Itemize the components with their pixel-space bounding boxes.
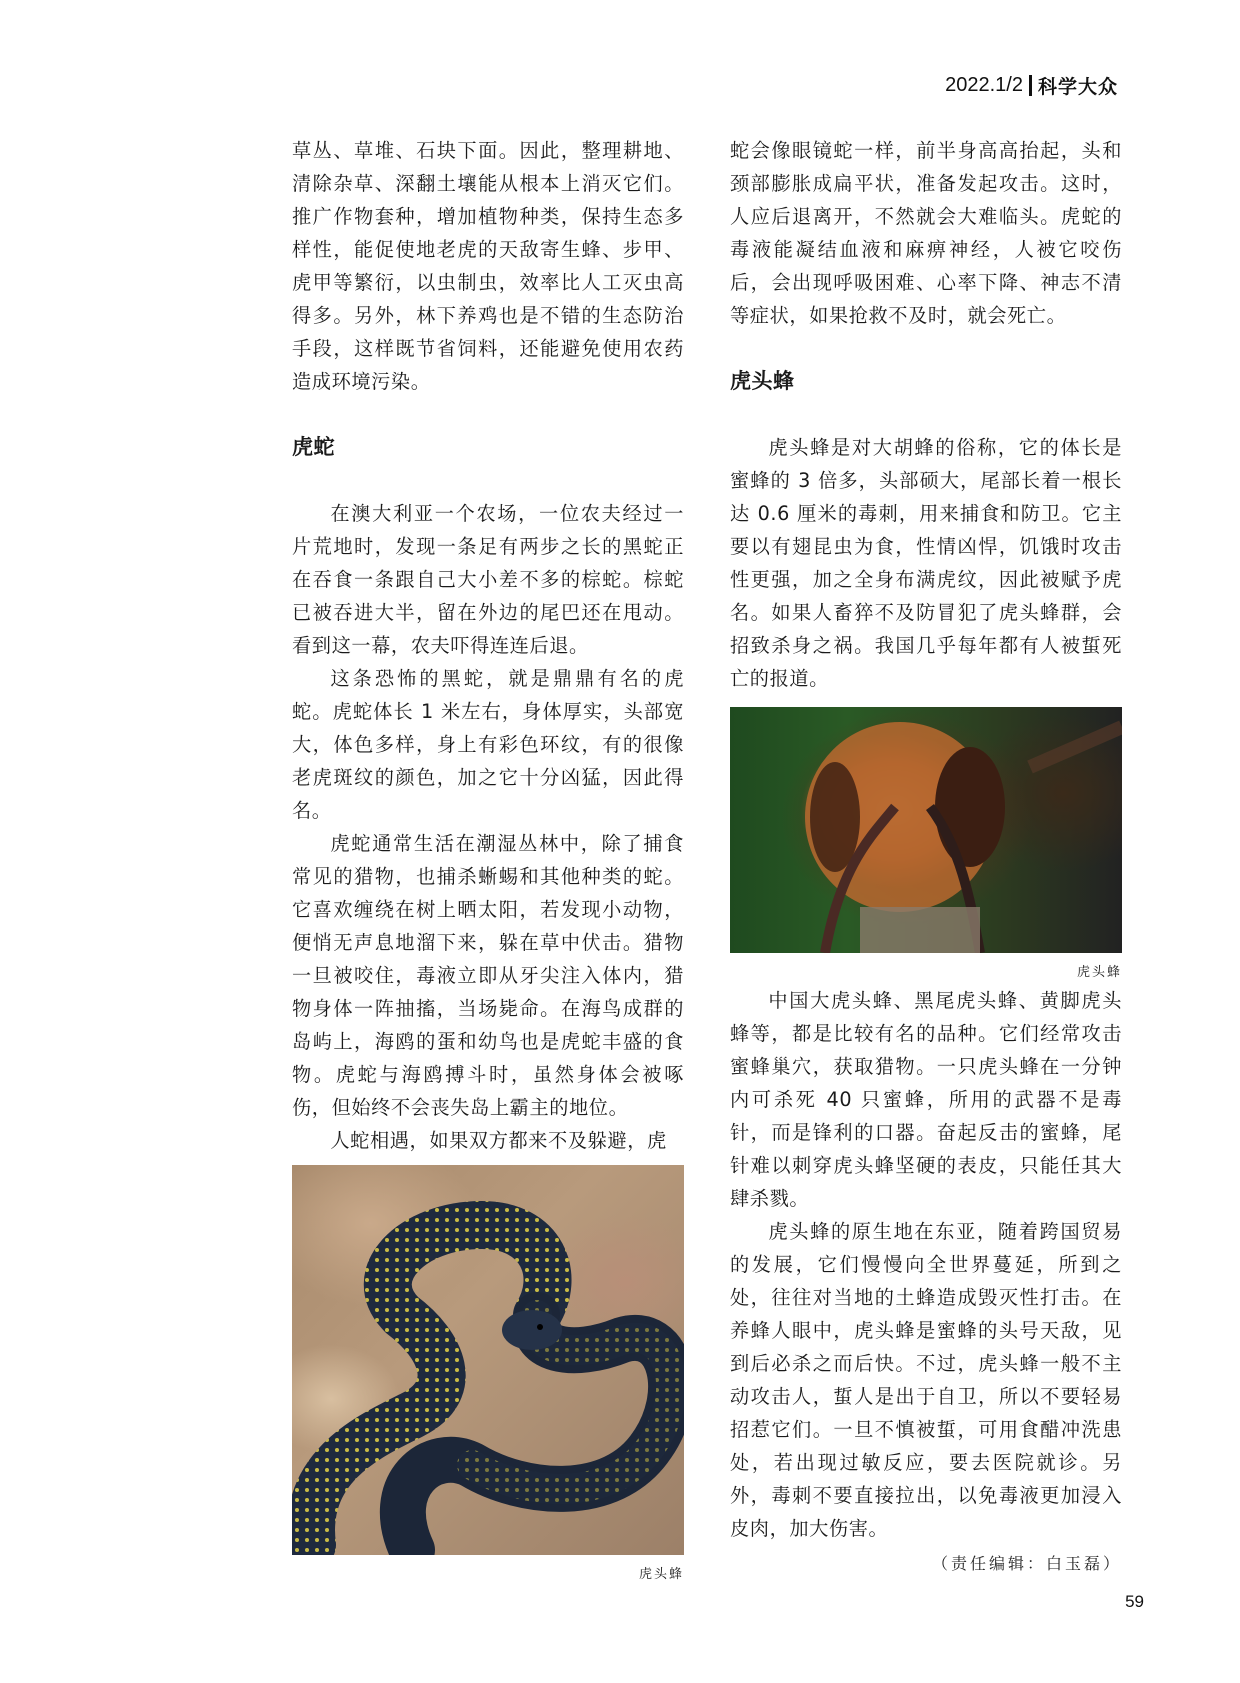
hornet-photo	[730, 707, 1122, 953]
paragraph: 虎头蜂的原生地在东亚，随着跨国贸易的发展，它们慢慢向全世界蔓延，所到之处，往往对当地的土蜂造成毁灭性打击。在养蜂人眼中，虎头蜂是蜜蜂的头号天敌，见到后必杀之而后快。不过，虎头蜂一般不主动攻击人，蜇人是出于自卫，所以不要轻易招惹它们。一旦不慎被蜇，可用食醋冲洗患处，若出现过敏反应，要去医院就诊。另外，毒刺不要直接拉出，以免毒液更加浸入皮肉，加大伤害。	[730, 1220, 1122, 1540]
right-column	[730, 134, 1122, 1574]
section-title-tiger-snake: 虎蛇	[292, 435, 335, 459]
continued-paragraph: 草丛、草堆、石块下面。因此，整理耕地、清除杂草、深翻土壤能从根本上消灭它们。推广作物套种，增加植物种类，保持生态多样性，能促使地老虎的天敌寄生蜂、步甲、虎甲等繁衍，以虫制虫，效率比人工灭虫高得多。另外，林下养鸡也是不错的生态防治手段，这样既节省饲料，还能避免使用农药造成环境污染。	[292, 139, 684, 393]
paragraph: 这条恐怖的黑蛇，就是鼎鼎有名的虎蛇。虎蛇体长 1 米左右，身体厚实，头部宽大，体色多样，身上有彩色环纹，有的很像老虎斑纹的颜色，加之它十分凶猛，因此得名。	[292, 667, 684, 822]
tiger-snake-figure	[292, 1165, 684, 1555]
editor-note: （责任编辑：白玉磊）	[931, 1554, 1122, 1573]
snake-illustration	[292, 1165, 684, 1555]
page-header	[945, 72, 1118, 99]
paragraph: 虎头蜂是对大胡蜂的俗称，它的体长是蜜蜂的 3 倍多，头部硕大，尾部长着一根长达 0.6 厘米的毒刺，用来捕食和防卫。它主要以有翅昆虫为食，性情凶悍，饥饿时攻击性更强，加之全身布满虎纹，因此被赋予虎名。如果人畜猝不及防冒犯了虎头蜂群，会招致杀身之祸。我国几乎每年都有人被蜇死亡的报道。	[730, 436, 1122, 690]
paragraph: 中国大虎头蜂、黑尾虎头蜂、黄脚虎头蜂等，都是比较有名的品种。它们经常攻击蜜蜂巢穴，获取猎物。一只虎头蜂在一分钟内可杀死 40 只蜜蜂，所用的武器不是毒针，而是锋利的口器。奋起反击的蜜蜂，尾针难以刺穿虎头蜂坚硬的表皮，只能任其大肆杀戮。	[730, 989, 1122, 1210]
section-title-hornet: 虎头蜂	[730, 369, 795, 393]
figure-caption: 虎头蜂	[638, 1567, 684, 1582]
paragraph: 虎蛇通常生活在潮湿丛林中，除了捕食常见的猎物，也捕杀蜥蜴和其他种类的蛇。它喜欢缠绕在树上晒太阳，若发现小动物，便悄无声息地溜下来，躲在草中伏击。猎物一旦被咬住，毒液立即从牙尖注入体内，猎物身体一阵抽搐，当场毙命。在海鸟成群的岛屿上，海鸥的蛋和幼鸟也是虎蛇丰盛的食物。虎蛇与海鸥搏斗时，虽然身体会被啄伤，但始终不会丧失岛上霸主的地位。	[292, 832, 684, 1119]
continued-paragraph: 蛇会像眼镜蛇一样，前半身高高抬起，头和颈部膨胀成扁平状，准备发起攻击。这时，人应后退离开，不然就会大难临头。虎蛇的毒液能凝结血液和麻痹神经，人被它咬伤后，会出现呼吸困难、心率下降、神志不清等症状，如果抢救不及时，就会死亡。	[730, 139, 1122, 327]
header-divider	[1029, 75, 1032, 96]
figure-caption: 虎头蜂	[1076, 965, 1122, 980]
paragraph: 人蛇相遇，如果双方都来不及躲避，虎	[330, 1129, 667, 1152]
issue-date: 2022.1/2	[945, 74, 1023, 96]
tiger-snake-photo	[292, 1165, 684, 1555]
magazine-title: 科学大众	[1037, 76, 1118, 98]
hornet-illustration	[730, 707, 1122, 953]
hornet-figure	[730, 707, 1122, 953]
page-number: 59	[1125, 1592, 1144, 1611]
paragraph: 在澳大利亚一个农场，一位农夫经过一片荒地时，发现一条足有两步之长的黑蛇正在吞食一条跟自己大小差不多的棕蛇。棕蛇已被吞进大半，留在外边的尾巴还在甩动。看到这一幕，农夫吓得连连后退。	[292, 502, 684, 657]
left-column	[292, 134, 684, 1582]
